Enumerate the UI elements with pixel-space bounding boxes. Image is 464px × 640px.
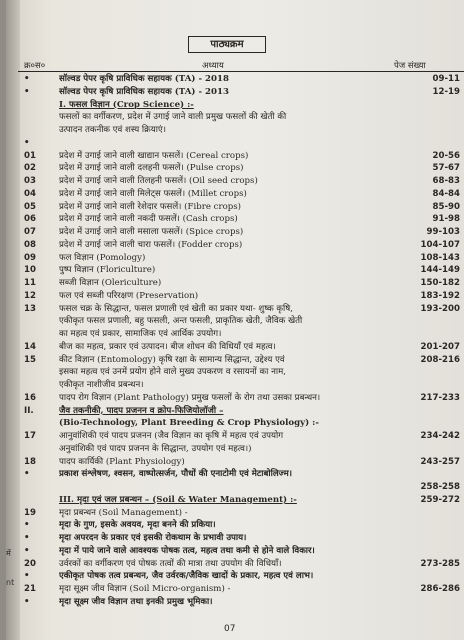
row-text: आनुवांशिकी एवं पादप प्रजनन (जैव विज्ञान का कृषि में महत्व एवं उपयोग	[59, 431, 284, 441]
row-text: प्रदेश में उगाई जाने वाली रेशेदार फसलें। (Fibre crops)	[59, 201, 242, 212]
contents-row	[24, 252, 460, 264]
contents-row	[24, 366, 460, 378]
row-text: III. मृदा एवं जल प्रबन्धन – (Soil & Water Management) :-	[59, 494, 297, 505]
contents-row	[24, 290, 460, 302]
margin-note-2: nt	[6, 578, 15, 587]
row-text: प्रकाश संश्लेषण, श्वसन, वाष्पोत्सर्जन, पौधों की एनाटोमी एवं मेटाबोलिज्म।	[59, 469, 292, 480]
contents-row	[24, 264, 460, 276]
contents-row	[24, 430, 460, 442]
row-text: प्रदेश में उगाई जाने वाली दलहनी फसलें। (Pulse crops)	[59, 163, 244, 174]
row-number: 15	[24, 354, 36, 365]
row-number: •	[24, 74, 30, 84]
header-rule	[18, 71, 464, 72]
contents-row	[24, 570, 460, 582]
row-number: 04	[24, 188, 36, 199]
contents-row	[24, 239, 460, 251]
row-number: •	[24, 137, 30, 148]
row-text: प्रदेश में उगाई जाने वाली तिलहनी फसलें। (Oil seed crops)	[59, 176, 258, 186]
row-page-range: 150-182	[420, 278, 460, 288]
row-number: •	[24, 533, 30, 543]
row-text: मृदा सूक्ष्म जीव विज्ञान तथा इनकी प्रमुख भूमिका।	[59, 596, 213, 607]
row-number: 20	[24, 558, 36, 569]
row-text: मृदा में पाये जाने वाले आवश्यक पोषक तत्व, महत्व तथा कमी से होने वाले विकार।	[59, 545, 315, 556]
row-page-range: 273-285	[420, 558, 460, 569]
row-page-range: 57-67	[432, 163, 460, 174]
contents-row	[24, 558, 460, 570]
row-text: मृदा अपरदन के प्रकार एवं इसकी रोकथाम के प्रभावी उपाय।	[59, 533, 247, 543]
row-text: इसका महत्व एवं उनमें प्रयोग होने वाले मुख्य उपकरण व रसायनों का नाम,	[59, 367, 286, 378]
row-number: 21	[24, 584, 36, 594]
row-text: उत्पादन तकनीक एवं शस्य क्रियाएं।	[59, 125, 166, 135]
row-page-range: 234-242	[420, 431, 460, 441]
contents-row	[24, 99, 460, 111]
row-number: 13	[24, 303, 36, 314]
row-number: 17	[24, 431, 36, 441]
margin-note-1: में	[6, 549, 11, 558]
row-number: 08	[24, 239, 36, 250]
row-text: प्रदेश में उगाई जाने वाली चारा फसलें। (Fodder crops)	[59, 239, 243, 250]
row-text: अनुवांशिकी एवं पादप प्रजनन के सिद्धान्त, उपयोग एवं महत्व।)	[59, 443, 252, 454]
row-text: प्रदेश में उगाई जाने वाली नकदी फसलें। (Cash crops)	[59, 214, 238, 225]
row-text: फल एवं सब्जी परिरक्षण (Preservation)	[59, 290, 199, 301]
row-number: 12	[24, 290, 36, 301]
row-number: 11	[24, 278, 36, 288]
column-page-header: पेज संख्या	[394, 61, 426, 71]
row-text: पादप कार्यिकी (Plant Physiology)	[59, 456, 185, 467]
row-page-range: 99-103	[426, 227, 460, 237]
row-page-range: 243-257	[420, 456, 460, 467]
contents-row	[24, 481, 460, 493]
row-number: 05	[24, 201, 36, 212]
row-number: 19	[24, 507, 36, 518]
row-number: 06	[24, 214, 36, 225]
row-page-range: 12-19	[432, 86, 460, 97]
row-page-range: 286-286	[420, 584, 460, 594]
contents-row	[24, 494, 460, 506]
row-page-range: 183-192	[420, 290, 460, 301]
contents-row	[24, 532, 460, 544]
row-page-range: 09-11	[432, 74, 460, 84]
row-text: पुष्प विज्ञान (Floriculture)	[59, 265, 156, 276]
row-page-range: 217-233	[420, 392, 460, 403]
row-text: प्रदेश में उगाई जाने वाली मसाला फसलें। (Spice crops)	[59, 227, 244, 237]
contents-row	[24, 188, 460, 200]
contents-row	[24, 519, 460, 531]
row-page-range: 108-143	[420, 252, 460, 263]
row-text: पादप रोग विज्ञान (Plant Pathology) प्रमुख फसलों के रोग तथा उसका प्रबन्धन।	[59, 392, 321, 403]
row-number: II.	[24, 405, 34, 416]
row-number: 16	[24, 392, 36, 403]
column-number-header: क्र०स०	[24, 61, 46, 71]
contents-row	[24, 341, 460, 353]
row-page-range: 258-258	[420, 482, 460, 492]
row-text: सॉल्वड पेपर कृषि प्राविधिक सहायक (TA) - 2013	[59, 86, 229, 97]
contents-row	[24, 443, 460, 455]
row-number: 09	[24, 252, 36, 263]
contents-row	[24, 328, 460, 340]
row-page-range: 259-272	[420, 494, 460, 505]
row-text: I. फसल विज्ञान (Crop Science) :-	[59, 99, 194, 110]
contents-row	[24, 111, 460, 123]
row-number: •	[24, 571, 30, 582]
contents-row	[24, 201, 460, 213]
contents-row	[24, 86, 460, 98]
row-text: उर्वरकों का वर्गीकरण एवं पोषक तत्वों की मात्रा तथा उपयोग की विधियाँ।	[59, 558, 282, 569]
row-text: जैव तकनीकी, पादप प्रजनन व क्रोप-फिजियोलॉजी –	[59, 405, 224, 416]
row-text: मृदा सूक्ष्म जीव विज्ञान (Soil Micro-organism) -	[59, 584, 231, 594]
row-page-range: 144-149	[420, 265, 460, 276]
row-number: 02	[24, 163, 36, 174]
row-text: सब्जी विज्ञान (Olericulture)	[59, 278, 162, 288]
row-page-range: 20-56	[432, 150, 460, 161]
contents-row	[24, 303, 460, 315]
row-number: 03	[24, 176, 36, 186]
contents-row	[24, 583, 460, 595]
previous-page-edge	[6, 0, 20, 640]
contents-row	[24, 405, 460, 417]
row-text: एकीकृत नाशीजीव प्रबन्धन।	[59, 380, 144, 390]
row-text: प्रदेश में उगाई जाने वाली खाद्यान फसलें। (Cereal crops)	[59, 150, 249, 161]
contents-row	[24, 124, 460, 136]
contents-row	[24, 468, 460, 480]
row-text: कीट विज्ञान (Entomology) कृषि रक्षा के सामान्य सिद्धान्त, उद्देश्य एवं	[59, 354, 285, 365]
contents-row	[24, 392, 460, 404]
row-number: •	[24, 520, 30, 531]
book-page	[6, 0, 464, 640]
row-page-range: 84-84	[432, 188, 460, 199]
row-page-range: 201-207	[420, 341, 460, 352]
column-chapter-header: अध्याय	[202, 61, 224, 71]
row-text: मृदा के गुण, इसके अवयव, मृदा बनने की प्रकिया।	[59, 520, 216, 531]
row-text: फसलों का वर्गीकरण, प्रदेश में उगाई जाने वाली प्रमुख फसलों की खेती की	[59, 112, 287, 123]
contents-row	[24, 137, 460, 149]
contents-row	[24, 596, 460, 608]
row-text: बीज का महत्व, प्रकार एवं उत्पादन। बीज शोधन की विधियाँ एवं महत्व।	[59, 341, 276, 352]
row-number: 18	[24, 456, 36, 467]
row-number: •	[24, 469, 30, 480]
row-text: फसल चक्र के सिद्धान्त, फसल प्रणाली एवं खेती का प्रकार यथा- शुष्क कृषि,	[59, 303, 293, 314]
contents-row	[24, 277, 460, 289]
row-number: 07	[24, 227, 36, 237]
contents-row	[24, 379, 460, 391]
row-page-range: 193-200	[420, 303, 460, 314]
contents-row	[24, 162, 460, 174]
row-page-range: 85-90	[432, 201, 460, 212]
row-text: एकीकृत फसल प्रणाली, बहु फसली, अन्त फसली, प्राकृतिक खेती, जैविक खेती	[59, 316, 303, 327]
contents-row	[24, 545, 460, 557]
contents-row	[24, 417, 460, 429]
contents-row	[24, 315, 460, 327]
row-text: एकीकृत पोषक तत्व प्रबन्धन, जैव उर्वरक/जैविक खादों के प्रकार, महत्व एवं लाभ।	[59, 571, 314, 582]
row-page-range: 68-83	[432, 176, 460, 186]
row-text: मृदा प्रबन्धन (Soil Management) -	[59, 507, 188, 518]
contents-row	[24, 213, 460, 225]
page-number: 07	[224, 624, 236, 634]
row-number: 01	[24, 150, 36, 161]
contents-row	[24, 354, 460, 366]
contents-row	[24, 226, 460, 238]
row-number: •	[24, 86, 30, 97]
row-number: •	[24, 545, 30, 556]
contents-row	[24, 150, 460, 162]
row-text: का महत्व एवं प्रकार, सामाजिक एवं आर्थिक उपयोग।	[59, 329, 222, 339]
syllabus-heading: पाठ्यक्रम	[188, 36, 266, 53]
row-text: प्रदेश में उगाई जाने वाली मिलेट्स फसलें। (Millet crops)	[59, 188, 247, 199]
row-page-range: 91-98	[432, 214, 460, 225]
row-text: (Bio-Technology, Plant Breeding & Crop Physiology) :-	[59, 418, 319, 429]
contents-row	[24, 175, 460, 187]
row-text: सॉल्वड पेपर कृषि प्राविधिक सहायक (TA) - 2018	[59, 74, 229, 84]
row-number: 10	[24, 265, 36, 276]
row-number: •	[24, 596, 30, 607]
contents-row	[24, 507, 460, 519]
contents-row	[24, 73, 460, 85]
row-page-range: 208-216	[420, 354, 460, 365]
row-number: 14	[24, 341, 36, 352]
row-text: फल विज्ञान (Pomology)	[59, 252, 146, 263]
contents-row	[24, 456, 460, 468]
row-page-range: 104-107	[420, 239, 460, 250]
